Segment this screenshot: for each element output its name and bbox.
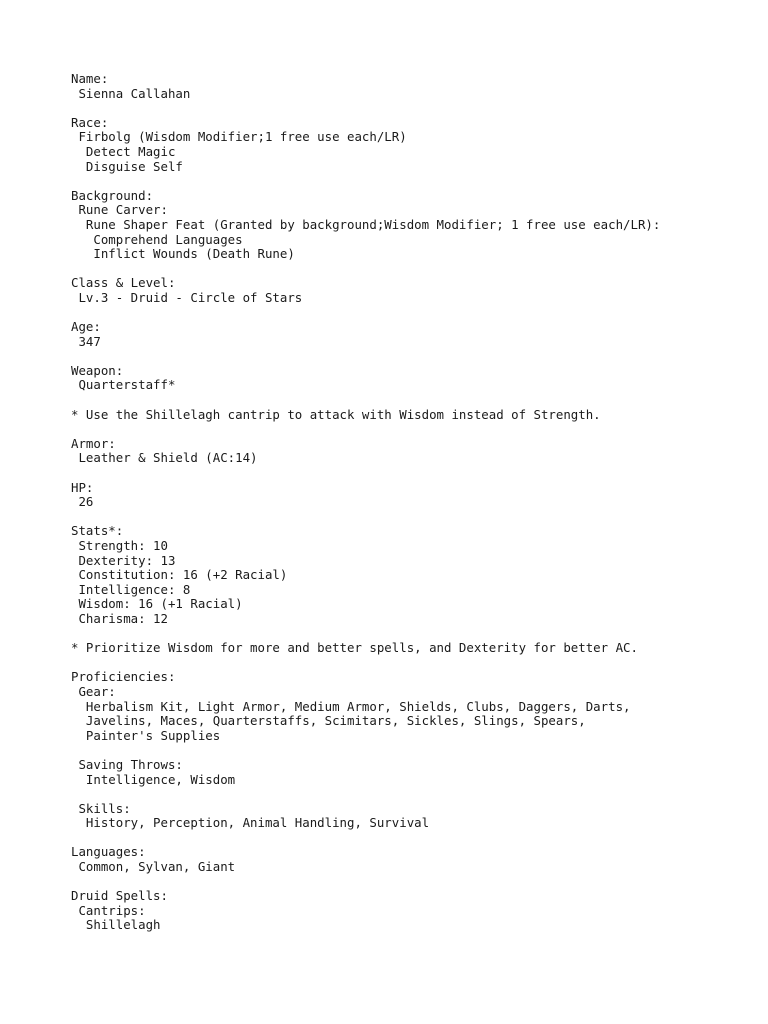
stats-note: * Prioritize Wisdom for more and better spells, and Dexterity for better AC.: [71, 640, 638, 656]
armor-value: Leather & Shield (AC:14): [71, 450, 258, 466]
cantrip-line: Shillelagh: [71, 917, 161, 933]
name-value: Sienna Callahan: [71, 85, 191, 101]
hp-value: 26: [71, 494, 94, 510]
race-line: Firbolg (Wisdom Modifier;1 free use each/LR): [71, 129, 407, 145]
stat-line: Wisdom: 16 (+1 Racial): [71, 596, 243, 612]
proficiencies-label: Proficiencies:: [71, 669, 176, 685]
race-line: Disguise Self: [71, 158, 183, 174]
stat-line: Dexterity: 13: [71, 552, 176, 568]
languages-label: Languages:: [71, 844, 146, 860]
class-level-value: Lv.3 - Druid - Circle of Stars: [71, 289, 303, 305]
cantrips-label: Cantrips:: [71, 902, 146, 918]
stat-line: Constitution: 16 (+2 Racial): [71, 567, 288, 583]
weapon-value: Quarterstaff*: [71, 377, 176, 393]
stat-line: Strength: 10: [71, 538, 168, 553]
skills-label: Skills:: [71, 800, 131, 816]
age-label: Age:: [71, 319, 101, 335]
gear-label: Gear:: [71, 683, 116, 699]
background-line: Inflict Wounds (Death Rune): [71, 246, 295, 262]
age-value: 347: [71, 333, 101, 349]
stats-label: Stats*:: [71, 523, 124, 539]
name-label: Name:: [71, 71, 109, 86]
class-level-label: Class & Level:: [71, 275, 176, 291]
saving-throws-label: Saving Throws:: [71, 756, 183, 772]
armor-label: Armor:: [71, 435, 116, 451]
background-line: Rune Shaper Feat (Granted by background;Wisdom Modifier; 1 free use each/LR):: [71, 216, 661, 232]
race-line: Detect Magic: [71, 143, 176, 159]
race-label: Race:: [71, 114, 109, 130]
druid-spells-label: Druid Spells:: [71, 888, 168, 904]
background-label: Background:: [71, 187, 154, 203]
background-line: Rune Carver:: [71, 202, 168, 218]
stat-line: Charisma: 12: [71, 610, 168, 626]
gear-line: Herbalism Kit, Light Armor, Medium Armor, Shields, Clubs, Daggers, Darts,: [71, 698, 631, 714]
gear-line: Javelins, Maces, Quarterstaffs, Scimitars, Sickles, Slings, Spears,: [71, 713, 586, 729]
stat-line: Intelligence: 8: [71, 581, 191, 597]
hp-label: HP:: [71, 479, 94, 495]
weapon-note: * Use the Shillelagh cantrip to attack with Wisdom instead of Strength.: [71, 406, 601, 422]
weapon-label: Weapon:: [71, 362, 124, 378]
saving-throws-value: Intelligence, Wisdom: [71, 771, 236, 787]
gear-line: Painter's Supplies: [71, 727, 221, 743]
languages-value: Common, Sylvan, Giant: [71, 859, 236, 875]
skills-value: History, Perception, Animal Handling, Survival: [71, 815, 430, 831]
background-line: Comprehend Languages: [71, 231, 243, 247]
